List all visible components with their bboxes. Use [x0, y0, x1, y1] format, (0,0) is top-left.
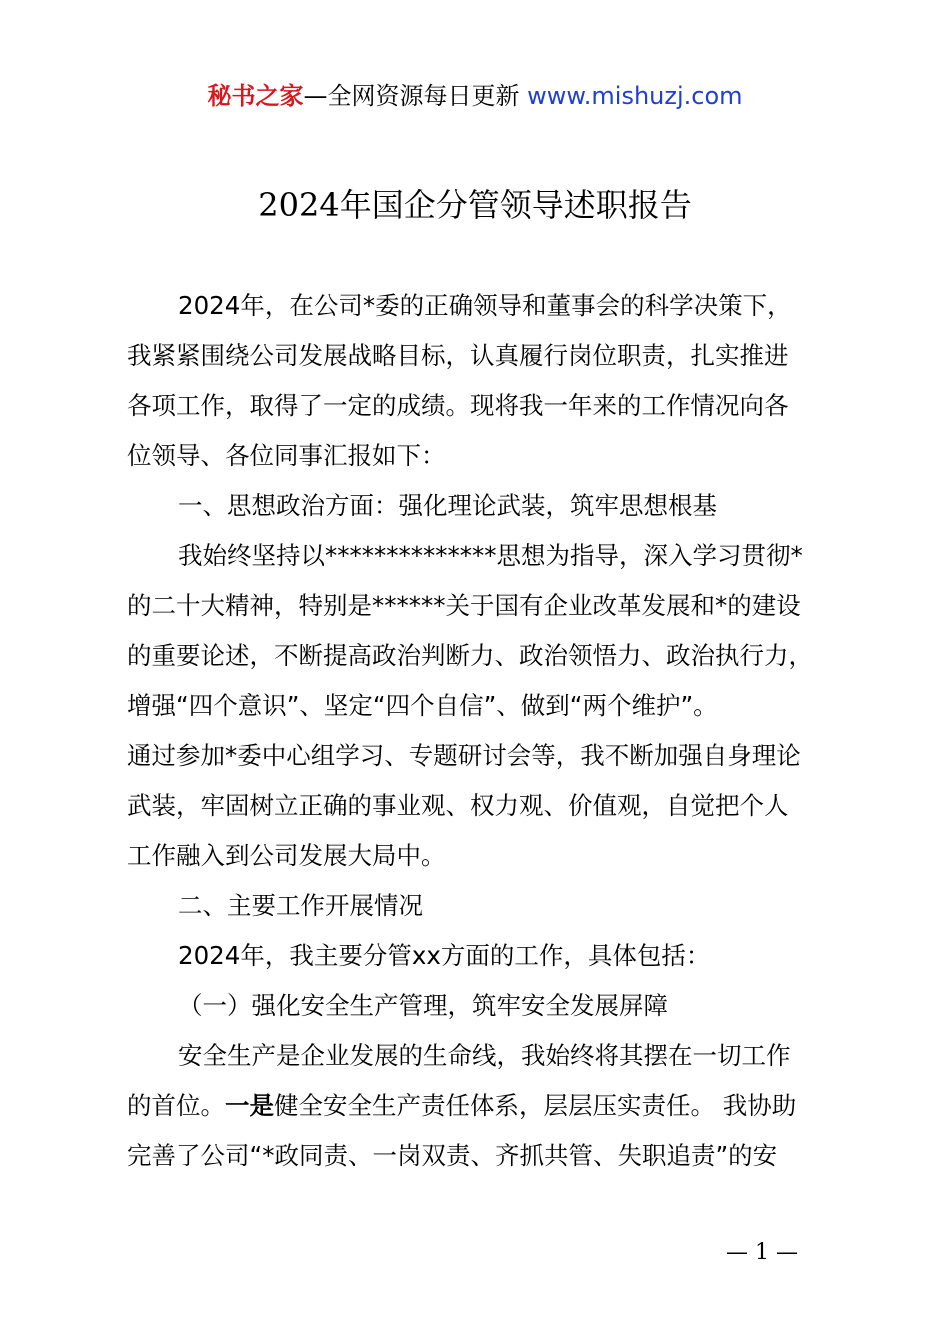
document-title: 2024年国企分管领导述职报告 — [258, 186, 692, 224]
section-heading: 二、主要工作开展情况 — [178, 891, 423, 920]
paragraph-line: 2024年，在公司*委的正确领导和董事会的科学决策下， — [178, 291, 792, 320]
site-url-link[interactable]: www.mishuzj.com — [527, 82, 743, 110]
paragraph-line: 武装，牢固树立正确的事业观、权力观、价值观，自觉把个人 — [127, 791, 789, 820]
text-run: 健全安全生产责任体系，层层压实责任。 我协助 — [274, 1091, 797, 1120]
paragraph-line: 的重要论述，不断提高政治判断力、政治领悟力、政治执行力， — [127, 641, 813, 670]
paragraph-line: 的二十大精神，特别是******关于国有企业改革发展和*的建设 — [127, 591, 801, 620]
paragraph-line: 安全生产是企业发展的生命线，我始终将其摆在一切工作 — [178, 1041, 791, 1070]
paragraph-line: 各项工作，取得了一定的成绩。现将我一年来的工作情况向各 — [127, 391, 789, 420]
section-heading: 一、思想政治方面：强化理论武装，筑牢思想根基 — [178, 491, 717, 520]
paragraph-line: 位领导、各位同事汇报如下： — [127, 441, 446, 470]
emphasis-text: 一是 — [225, 1091, 274, 1120]
paragraph-line: 通过参加*委中心组学习、专题研讨会等，我不断加强自身理论 — [127, 741, 801, 770]
site-header — [0, 79, 950, 113]
paragraph-line — [127, 1081, 837, 1131]
paragraph-line: 我始终坚持以**************思想为指导，深入学习贯彻* — [178, 541, 803, 570]
header-slogan: —全网资源每日更新 — [303, 82, 528, 110]
text-run: 的首位。 — [127, 1091, 225, 1120]
paragraph-line: 我紧紧围绕公司发展战略目标，认真履行岗位职责，扎实推进 — [127, 341, 789, 370]
paragraph-line: 2024年，我主要分管xx方面的工作，具体包括： — [178, 941, 711, 970]
page-number: — 1 — — [726, 1240, 798, 1265]
paragraph-line: 工作融入到公司发展大局中。 — [127, 841, 446, 870]
document-body — [127, 281, 837, 1181]
paragraph-line: 完善了公司“*政同责、一岗双责、齐抓共管、失职追责”的安 — [127, 1141, 778, 1170]
brand-name: 秘书之家 — [207, 82, 304, 110]
paragraph-line: 增强“四个意识”、坚定“四个自信”、做到“两个维护”。 — [127, 691, 718, 720]
subsection-heading: （一）强化安全生产管理，筑牢安全发展屏障 — [178, 991, 668, 1020]
